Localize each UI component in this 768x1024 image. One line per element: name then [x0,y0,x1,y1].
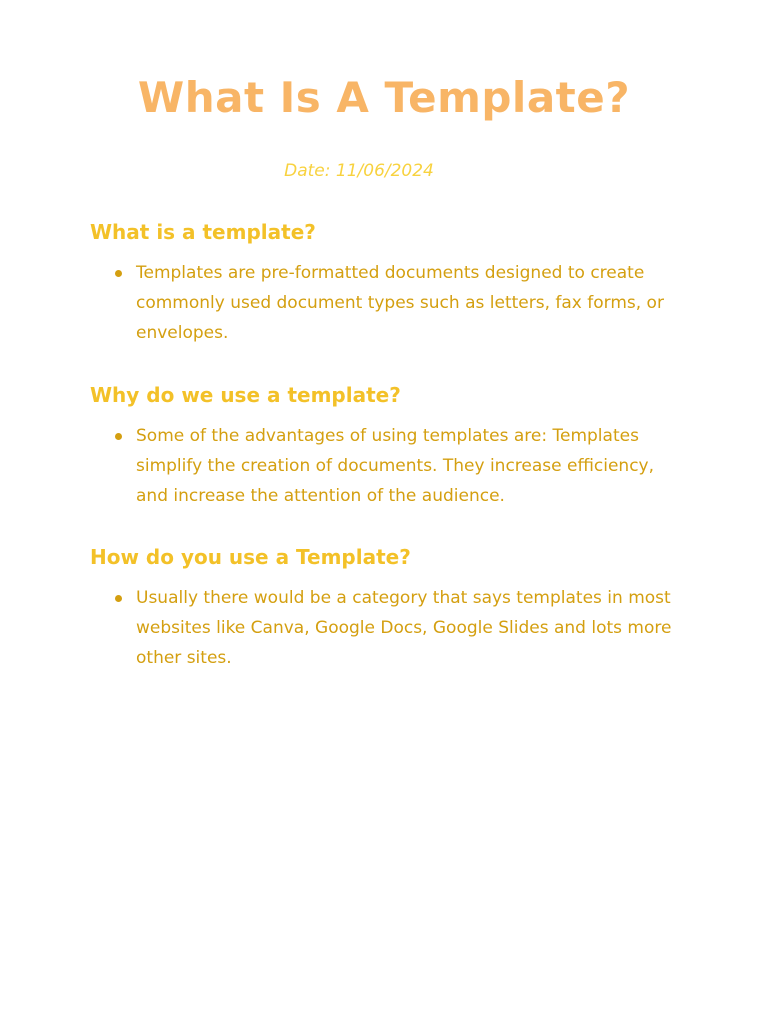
bullet-list [90,258,690,348]
section-what-is-template [90,218,690,348]
list-item-text: Templates are pre-formatted documents designed to create commonly used document types such as letters, fax forms, or envelopes. [136,263,664,343]
section-heading: How do you use a Template? [90,545,411,569]
bullet-icon [115,270,122,277]
section-how-use-template [90,543,690,673]
section-heading: What is a template? [90,220,316,244]
list-item-text: Usually there would be a category that says templates in most websites like Canva, Google Docs, Google Slides and lots more other sites. [136,588,672,668]
bullet-list [90,421,690,511]
list-item [90,421,690,511]
section-heading: Why do we use a template? [90,383,401,407]
list-item-text: Some of the advantages of using templates are: Templates simplify the creation of documents. They increase efficiency, and increase the attention of the audience. [136,426,655,506]
list-item [90,583,690,673]
document-date: Date: 11/06/2024 [284,161,434,181]
section-why-use-template [90,381,690,511]
bullet-icon [115,595,122,602]
bullet-icon [115,433,122,440]
bullet-list [90,583,690,673]
page-title: What Is A Template? [137,73,631,122]
list-item [90,258,690,348]
